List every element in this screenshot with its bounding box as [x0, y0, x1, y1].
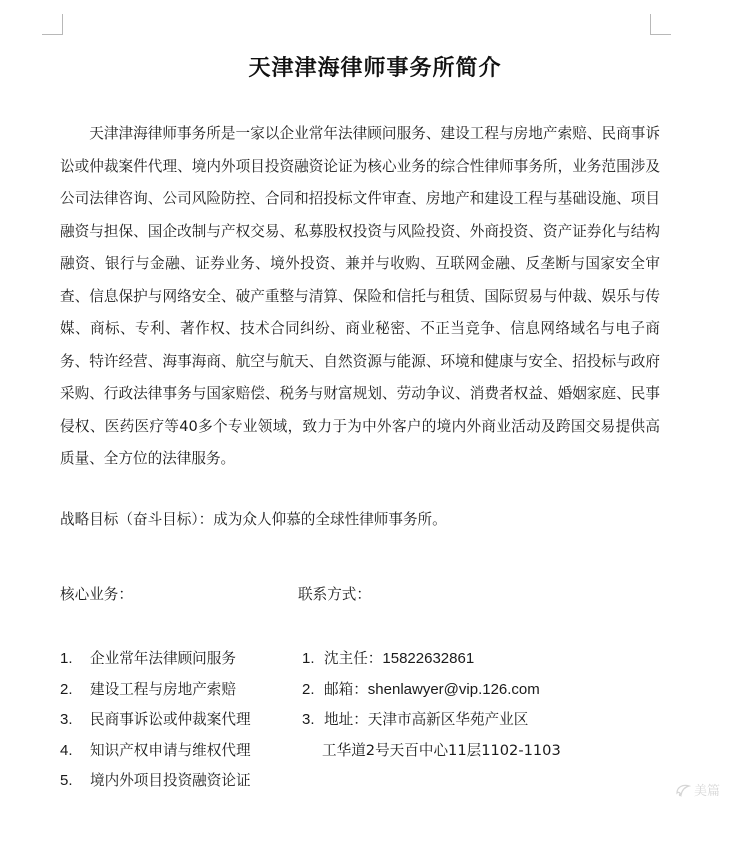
- contact-list: [302, 644, 561, 766]
- corner-crop-mark-top-right: [650, 14, 671, 35]
- watermark-text: 美篇: [694, 784, 721, 799]
- contact-heading: 联系方式：: [298, 586, 371, 603]
- contact-item-phone: 1. 沈主任：15822632861: [302, 650, 475, 667]
- core-business-item: 5. 境内外项目投资融资论证: [60, 772, 251, 789]
- core-business-item: 4. 知识产权申请与维权代理: [60, 741, 251, 759]
- core-business-list: [60, 644, 251, 797]
- core-business-item: 2. 建设工程与房地产索赔: [60, 680, 236, 698]
- intro-paragraph: 天津津海律师事务所是一家以企业常年法律顾问服务、建设工程与房地产索赔、民商事诉讼或仲裁案件代理、境内外项目投资融资论证为核心业务的综合性律师事务所，业务范围涉及公司法律咨询、公司风险防控、合同和招投标文件审查、房地产和建设工程与基础设施、项目融资与担保、国企改制与产权交易、私募股权投资与风险投资、外商投资、资产证券化与结构融资、银行与金融、证券业务、境外投资、兼并与收购、互联网金融、反垄断与国家安全审查、信息保护与网络安全、破产重整与清算、保险和信托与租赁、国际贸易与仲裁、娱乐与传媒、商标、专利、著作权、技术合同纠纷、商业秘密、不正当竞争、信息网络域名与电子商务、特许经营、海事海商、航空与航天、自然资源与能源、环境和健康与安全、招投标与政府采购、行政法律事务与国家赔偿、税务与财富规划、劳动争议、消费者权益、婚姻家庭、民事侵权、医药医疗等40多个专业领域，致力于为中外客户的境内外商业活动及跨国交易提供高质量、全方位的法律服务。: [60, 125, 660, 467]
- core-business-heading: 核心业务：: [60, 586, 133, 603]
- contact-item-email: 2. 邮箱：shenlawyer@vip.126.com: [302, 680, 540, 698]
- document-title: 天津津海律师事务所简介: [248, 55, 502, 81]
- watermark-logo-icon: [675, 783, 691, 797]
- strategic-goal: 战略目标（奋斗目标）：成为众人仰慕的全球性律师事务所。: [60, 511, 447, 528]
- core-business-item: 3. 民商事诉讼或仲裁案代理: [60, 711, 251, 728]
- watermark: [675, 780, 720, 799]
- contact-item-address: 3. 地址：天津市高新区华苑产业区: [302, 711, 529, 728]
- email-address: shenlawyer@vip.126.com: [367, 680, 540, 698]
- core-business-item: 1. 企业常年法律顾问服务: [60, 650, 236, 667]
- address-line-2: 工华道2号天百中心11层1102-1103: [322, 741, 561, 759]
- address-line-1: 天津市高新区华苑产业区: [367, 711, 529, 728]
- phone-number: 15822632861: [382, 650, 475, 667]
- corner-crop-mark-top-left: [42, 14, 63, 35]
